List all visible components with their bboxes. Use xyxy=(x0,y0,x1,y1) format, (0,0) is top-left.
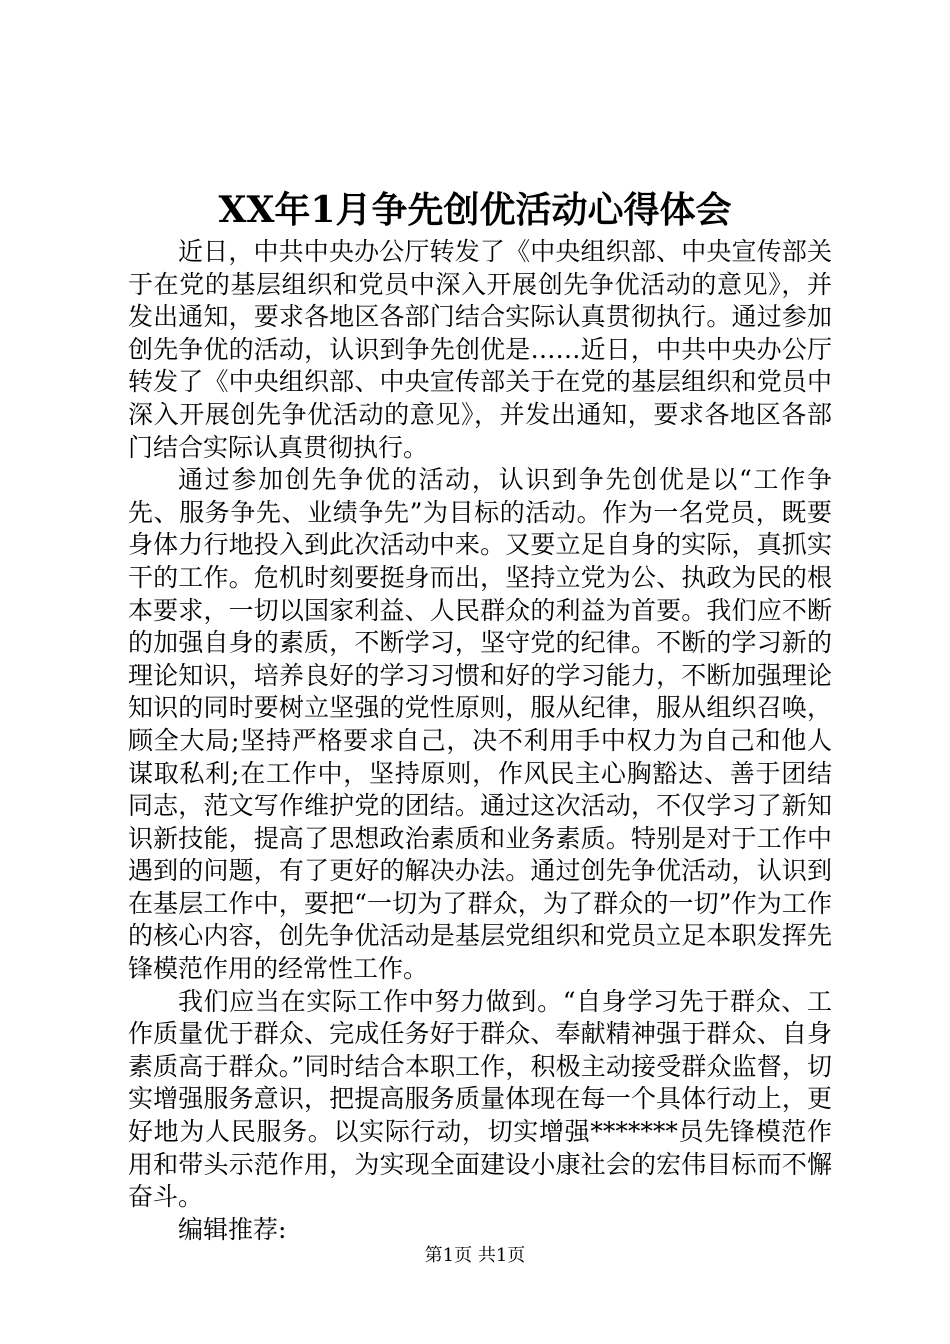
paragraph-1: 近日，中共中央办公厅转发了《中央组织部、中央宣传部关于在党的基层组织和党员中深入开展创先争优活动的意见》，并发出通知，要求各地区各部门结合实际认真贯彻执行。通过参加创先争优的活动，认识到争先创优是……近日，中共中央办公厅转发了《中央组织部、中央宣传部关于在党的基层组织和党员中深入开展创先争优活动的意见》，并发出通知，要求各地区各部门结合实际认真贯彻执行。 xyxy=(128,237,832,462)
document-title: XX年1月争先创优活动心得体会 xyxy=(218,189,732,231)
editor-recommend-label: 编辑推荐: xyxy=(178,1214,287,1244)
page-number-footer: 第1页 共1页 xyxy=(424,1245,526,1266)
paragraph-3: 我们应当在实际工作中努力做到。“自身学习先于群众、工作质量优于群众、完成任务好于群众、奉献精神强于群众、自身素质高于群众。”同时结合本职工作，积极主动接受群众监督，切实增强服务意识，把提高服务质量体现在每一个具体行动上，更好地为人民服务。以实际行动，切实增强*******员先锋模范作用和带头示范作用，为实现全面建设小康社会的宏伟目标而不懈奋斗。 xyxy=(128,986,832,1212)
document-body xyxy=(128,236,832,1246)
paragraph-2: 通过参加创先争优的活动，认识到争先创优是以“工作争先、服务争先、业绩争先”为目标的活动。作为一名党员，既要身体力行地投入到此次活动中来。又要立足自身的实际，真抓实干的工作。危机时刻要挺身而出，坚持立党为公、执政为民的根本要求，一切以国家利益、人民群众的利益为首要。我们应不断的加强自身的素质，不断学习，坚守党的纪律。不断的学习新的理论知识，培养良好的学习习惯和好的学习能力，不断加强理论知识的同时要树立坚强的党性原则，服从纪律，服从组织召唤，顾全大局;坚持严格要求自己，决不利用手中权力为自己和他人谋取私利;在工作中，坚持原则，作风民主心胸豁达、善于团结同志，范文写作维护党的团结。通过这次活动，不仅学习了新知识新技能，提高了思想政治素质和业务素质。特别是对于工作中遇到的问题，有了更好的解决办法。通过创先争优活动，认识到在基层工作中，要把“一切为了群众，为了群众的一切”作为工作的核心内容，创先争优活动是基层党组织和党员立足本职发挥先锋模范作用的经常性工作。 xyxy=(128,465,832,984)
